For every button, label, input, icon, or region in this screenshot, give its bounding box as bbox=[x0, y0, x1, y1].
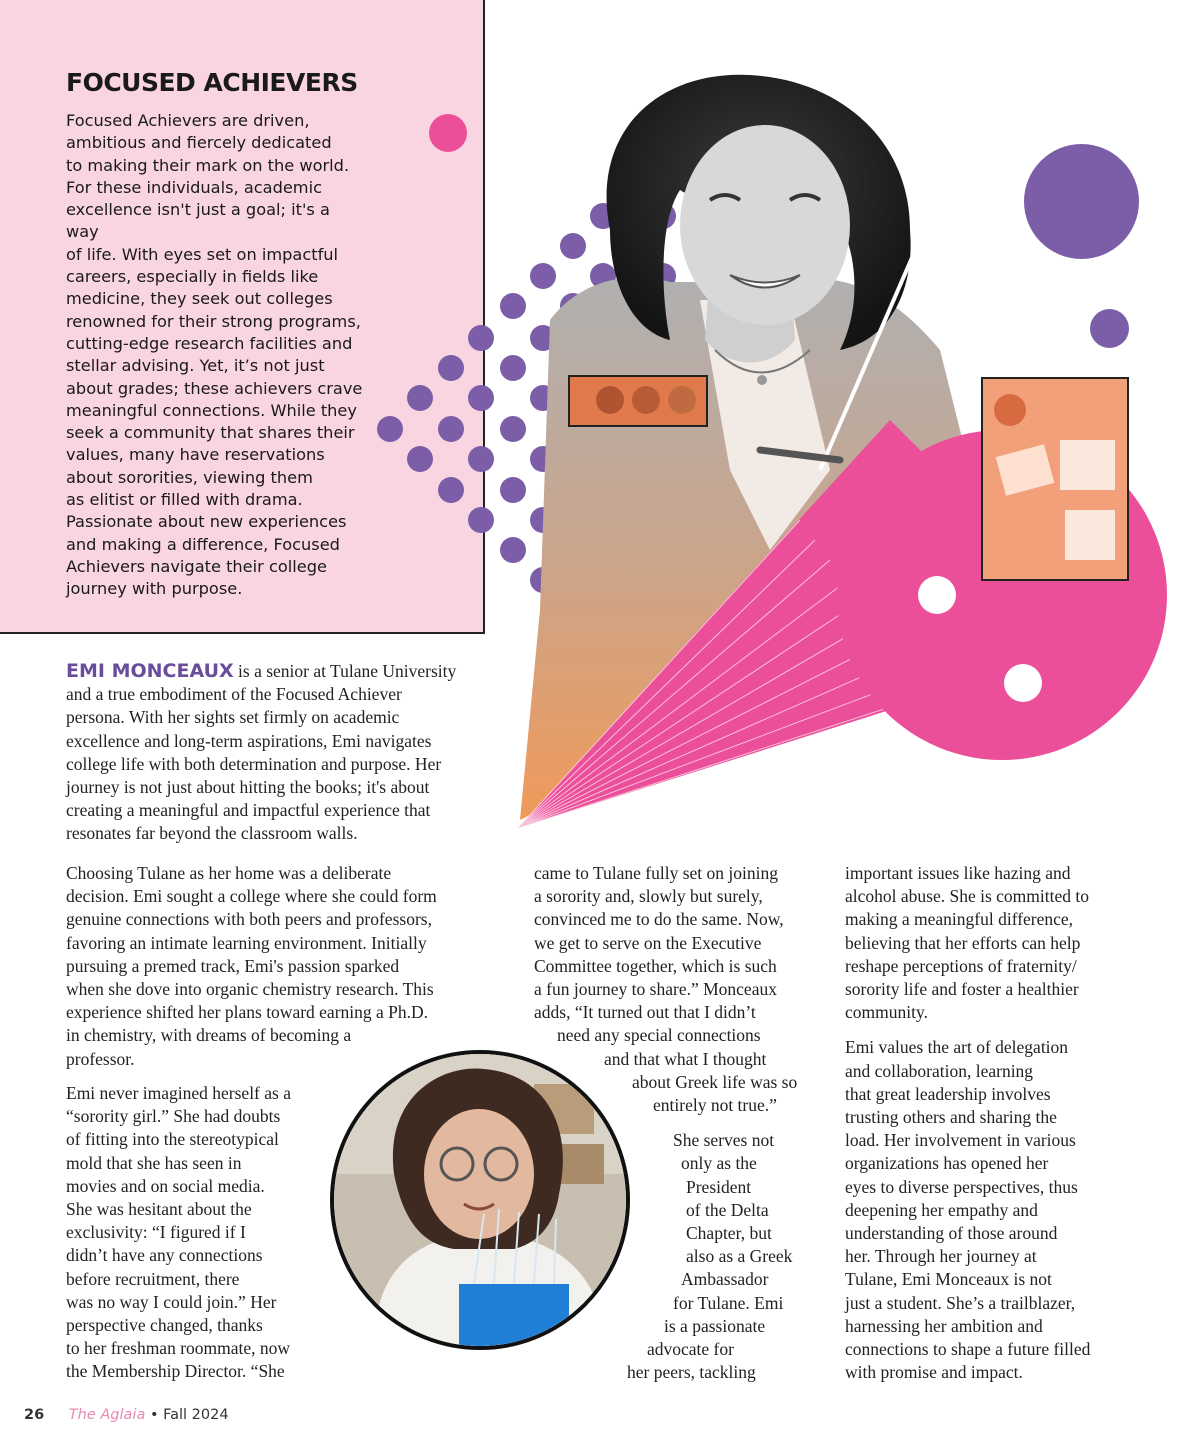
sidebar-line: cutting-edge research facilities and bbox=[66, 333, 353, 353]
col3-line: understanding of those around bbox=[845, 1223, 1058, 1244]
col3-line: load. Her involvement in various bbox=[845, 1130, 1076, 1151]
col2-line: Committee together, which is such bbox=[534, 955, 777, 976]
col3-line: eyes to diverse perspectives, thus bbox=[845, 1176, 1078, 1197]
lab-photo-circle bbox=[330, 1050, 630, 1350]
lead-line-1 bbox=[66, 660, 511, 683]
col3-line: harnessing her ambition and bbox=[845, 1315, 1043, 1336]
p3-line: was no way I could join.” Her bbox=[66, 1291, 277, 1312]
sidebar-line: as elitist or filled with drama. bbox=[66, 490, 303, 510]
col2-line: about Greek life was so bbox=[632, 1071, 798, 1092]
sidebar-line: about grades; these achievers crave bbox=[66, 378, 363, 398]
sidebar-line: renowned for their strong programs, bbox=[66, 311, 361, 331]
p2-line: pursuing a premed track, Emi's passion sparked bbox=[66, 955, 400, 976]
portrait-face bbox=[680, 125, 850, 325]
col3-line: trusting others and sharing the bbox=[845, 1107, 1057, 1128]
col3-line: connections to shape a future filled bbox=[845, 1339, 1091, 1360]
sidebar-line: careers, especially in fields like bbox=[66, 267, 319, 287]
lead-line: excellence and long-term aspirations, Emi navigates bbox=[66, 730, 432, 751]
col3-paragraph-2 bbox=[845, 1036, 1145, 1384]
sidebar-line: seek a community that shares their bbox=[66, 423, 355, 443]
col3-line: her. Through her journey at bbox=[845, 1246, 1037, 1267]
col2-line: and that what I thought bbox=[604, 1048, 767, 1069]
col2-line: for Tulane. Emi bbox=[673, 1292, 784, 1313]
sidebar-body bbox=[66, 110, 366, 601]
sidebar-line: about sororities, viewing them bbox=[66, 467, 313, 487]
p3-line: Emi never imagined herself as a bbox=[66, 1083, 291, 1103]
p3-line: movies and on social media. bbox=[66, 1175, 265, 1196]
p3-line: perspective changed, thanks bbox=[66, 1315, 263, 1336]
p2-line: experience shifted her plans toward earning a Ph.D. bbox=[66, 1002, 429, 1023]
lead-line: journey is not just about hitting the books; it's about bbox=[66, 777, 430, 798]
sidebar-line: of life. With eyes set on impactful bbox=[66, 244, 339, 264]
col2-line: Ambassador bbox=[681, 1269, 769, 1290]
p3-line: mold that she has seen in bbox=[66, 1152, 242, 1173]
footer-separator: • bbox=[149, 1407, 159, 1423]
inset-photo-study bbox=[982, 378, 1128, 580]
sidebar-line: Achievers navigate their college bbox=[66, 556, 327, 576]
p3-line: exclusivity: “I figured if I bbox=[66, 1222, 246, 1243]
p2-line: in chemistry, with dreams of becoming a bbox=[66, 1025, 352, 1046]
page-number: 26 bbox=[24, 1407, 45, 1423]
col3-line: important issues like hazing and bbox=[845, 863, 1071, 883]
col2-line: Chapter, but bbox=[686, 1223, 772, 1244]
col2-line: came to Tulane fully set on joining bbox=[534, 863, 779, 883]
sidebar-line: values, many have reservations bbox=[66, 445, 325, 465]
col2-line: advocate for bbox=[647, 1339, 734, 1360]
p2-line: favoring an intimate learning environment. Initially bbox=[66, 932, 427, 953]
col3-line: Tulane, Emi Monceaux is not bbox=[845, 1269, 1052, 1290]
col3-line: and collaboration, learning bbox=[845, 1060, 1034, 1081]
p3-line: of fitting into the stereotypical bbox=[66, 1129, 279, 1150]
col3-line: community. bbox=[845, 1002, 928, 1023]
sidebar-line: Passionate about new experiences bbox=[66, 512, 347, 532]
article-lead-paragraph bbox=[66, 660, 511, 846]
col2-line: President bbox=[686, 1176, 752, 1197]
col3-line: believing that her efforts can help bbox=[845, 932, 1081, 953]
col3-line: sorority life and foster a healthier bbox=[845, 979, 1079, 1000]
sidebar-line: and making a difference, Focused bbox=[66, 534, 340, 554]
p3-line: She was hesitant about the bbox=[66, 1199, 252, 1220]
subject-name: EMI MONCEAUX bbox=[66, 660, 234, 682]
col3-line: alcohol abuse. She is committed to bbox=[845, 886, 1089, 907]
col3-line: making a meaningful difference, bbox=[845, 909, 1074, 930]
inset-photo-friends bbox=[569, 376, 707, 426]
sidebar-heading: FOCUSED ACHIEVERS bbox=[66, 68, 358, 97]
col3-line: just a student. She’s a trailblazer, bbox=[845, 1292, 1076, 1313]
lead-line: resonates far beyond the classroom walls. bbox=[66, 823, 358, 844]
col2-line: entirely not true.” bbox=[653, 1095, 777, 1116]
col3-line: deepening her empathy and bbox=[845, 1199, 1038, 1220]
col2-line: She serves not bbox=[673, 1130, 775, 1151]
col3-line: reshape perceptions of fraternity/ bbox=[845, 955, 1077, 976]
sidebar-line: stellar advising. Yet, it’s not just bbox=[66, 356, 325, 376]
col3-line: Emi values the art of delegation bbox=[845, 1037, 1069, 1058]
pink-circle-hole-1 bbox=[918, 576, 956, 614]
col2-line: a fun journey to share.” Monceaux bbox=[534, 979, 777, 1000]
sidebar-line: to making their mark on the world. bbox=[66, 155, 350, 175]
col2-line: also as a Greek bbox=[686, 1246, 793, 1267]
col3-paragraph-1 bbox=[845, 862, 1145, 1024]
sidebar-line: journey with purpose. bbox=[66, 579, 243, 599]
lead-line: persona. With her sights set firmly on academic bbox=[66, 707, 400, 728]
page-footer bbox=[24, 1407, 229, 1423]
article-paragraph-3 bbox=[66, 1082, 336, 1384]
sidebar-line: excellence isn't just a goal; it's a way bbox=[66, 200, 330, 242]
col2-line: of the Delta bbox=[686, 1199, 769, 1220]
p2-line: professor. bbox=[66, 1048, 135, 1069]
sidebar-line: ambitious and fiercely dedicated bbox=[66, 133, 332, 153]
lead-line: and a true embodiment of the Focused Achiever bbox=[66, 684, 402, 705]
issue-label: Fall 2024 bbox=[163, 1407, 229, 1423]
sidebar-line: meaningful connections. While they bbox=[66, 400, 357, 420]
col2-line: is a passionate bbox=[664, 1315, 766, 1336]
col2-line: only as the bbox=[681, 1153, 757, 1174]
p3-line: the Membership Director. “She bbox=[66, 1361, 285, 1382]
col3-line: with promise and impact. bbox=[845, 1362, 1023, 1383]
lab-photo-illustration bbox=[334, 1054, 626, 1346]
col2-line: her peers, tackling bbox=[627, 1362, 756, 1383]
lead-line: creating a meaningful and impactful experience that bbox=[66, 800, 431, 821]
col3-line: organizations has opened her bbox=[845, 1153, 1049, 1174]
sidebar-line: medicine, they seek out colleges bbox=[66, 289, 333, 309]
p3-line: didn’t have any connections bbox=[66, 1245, 263, 1266]
p3-line: to her freshman roommate, now bbox=[66, 1338, 291, 1359]
article-column-3 bbox=[845, 862, 1145, 1384]
sidebar-line: For these individuals, academic bbox=[66, 177, 322, 197]
p2-line: decision. Emi sought a college where she could form bbox=[66, 886, 437, 907]
pink-circle-hole-2 bbox=[1004, 664, 1042, 702]
col2-line: convinced me to do the same. Now, bbox=[534, 909, 784, 930]
sidebar-line: Focused Achievers are driven, bbox=[66, 111, 310, 130]
p3-line: before recruitment, there bbox=[66, 1268, 240, 1289]
lead-line-text: is a senior at Tulane University bbox=[233, 661, 457, 681]
col2-line: we get to serve on the Executive bbox=[534, 932, 762, 953]
lead-line: college life with both determination and purpose. Her bbox=[66, 753, 442, 774]
magazine-name: The Aglaia bbox=[68, 1407, 146, 1423]
col2-line: a sorority and, slowly but surely, bbox=[534, 886, 763, 907]
p2-line: when she dove into organic chemistry research. This bbox=[66, 979, 434, 1000]
col3-line: that great leadership involves bbox=[845, 1083, 1051, 1104]
p3-line: “sorority girl.” She had doubts bbox=[66, 1106, 281, 1127]
col2-line: need any special connections bbox=[557, 1025, 761, 1046]
col2-line: adds, “It turned out that I didn’t bbox=[534, 1002, 756, 1023]
p2-line: Choosing Tulane as her home was a deliberate bbox=[66, 863, 392, 883]
p2-line: genuine connections with both peers and professors, bbox=[66, 909, 432, 930]
article-paragraph-2 bbox=[66, 862, 506, 1071]
